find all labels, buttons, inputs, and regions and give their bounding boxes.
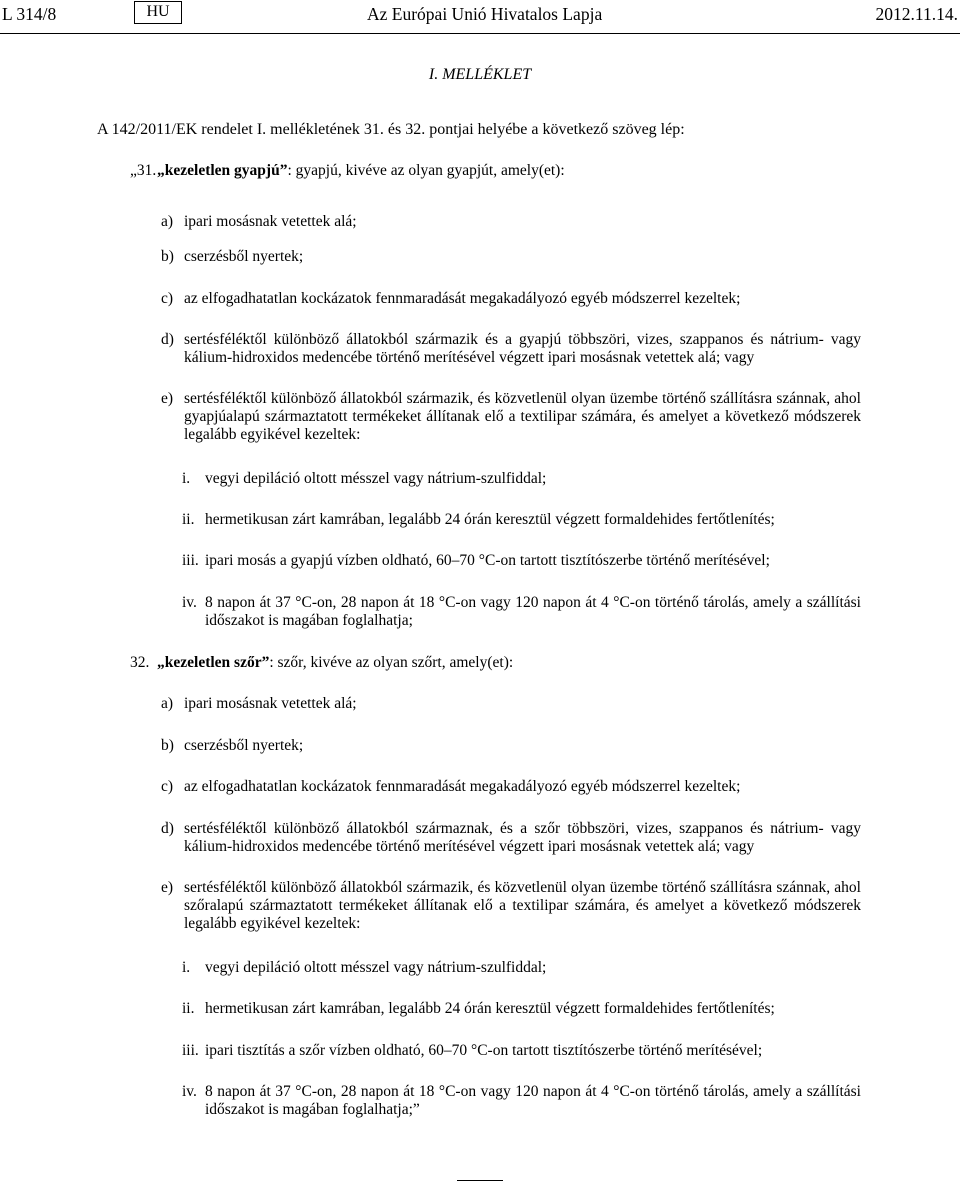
method-label: i.: [182, 959, 191, 976]
item-label: a): [161, 213, 174, 230]
list-item: [161, 737, 861, 755]
item-text: sertésféléktől különböző állatokból származik, és közvetlenül olyan üzembe történő szállításra szánnak, ahol gyapjúalapú származtatott termékeket állítanak elő a textilipar számára, és amelyet a következő módszerek legalább egyikével kezeltek:: [184, 390, 861, 443]
annex-title: I. MELLÉKLET: [428, 66, 532, 83]
list-item: [161, 778, 861, 796]
method-text: 8 napon át 37 °C-on, 28 napon át 18 °C-on vagy 120 napon át 4 °C-on történő tárolás, amely a szállítási időszakot is magában foglalhatja;”: [205, 1083, 861, 1118]
list-item: [161, 290, 861, 308]
item-label: b): [161, 248, 174, 265]
journal-title: Az Európai Unió Hivatalos Lapja: [367, 4, 603, 24]
definition-body: : szőr, kivéve az olyan szőrt, amely(et):: [269, 654, 514, 671]
method-item: [182, 594, 861, 630]
item-label: c): [161, 778, 174, 795]
method-item: [182, 959, 861, 977]
method-text: ipari mosás a gyapjú vízben oldható, 60–70 °C-on tartott tisztítószerbe történő merítésével;: [205, 552, 770, 569]
list-item: [161, 879, 861, 933]
publication-date: 2012.11.14.: [875, 4, 958, 24]
item-text: ipari mosásnak vetettek alá;: [184, 695, 357, 712]
language-badge: HU: [134, 1, 182, 24]
method-label: iv.: [182, 594, 197, 611]
list-item: [161, 331, 861, 367]
definition-number: 32.: [130, 654, 150, 671]
item-text: sertésféléktől különböző állatokból származik és a gyapjú többszöri, vizes, szappanos és nátrium- vagy kálium-hidroxidos medencébe történő merítésével végzett ipari mosásnak vetettek alá; vagy: [184, 331, 861, 366]
list-item: [161, 248, 861, 266]
item-label: d): [161, 331, 174, 348]
definition-body: : gyapjú, kivéve az olyan gyapjút, amely(et):: [287, 162, 565, 179]
defined-term: „kezeletlen szőr”: [157, 654, 270, 671]
item-label: e): [161, 390, 174, 407]
method-label: iii.: [182, 552, 199, 569]
method-text: 8 napon át 37 °C-on, 28 napon át 18 °C-on vagy 120 napon át 4 °C-on történő tárolás, amely a szállítási időszakot is magában foglalhatja;: [205, 594, 861, 629]
list-item: [161, 820, 861, 856]
defined-term: „kezeletlen gyapjú”: [157, 162, 288, 179]
footer-divider: [457, 1180, 503, 1181]
method-item: [182, 470, 861, 488]
method-item: [182, 552, 861, 570]
item-text: sertésféléktől különböző állatokból származik, és közvetlenül olyan üzembe történő szállításra szánnak, ahol szőralapú származtatott termékeket állítanak elő a textilipar számára, és amelyet a következő módszerek legalább egyikével kezeltek:: [184, 879, 861, 932]
method-label: i.: [182, 470, 191, 487]
definition-text: [157, 162, 565, 180]
method-text: vegyi depiláció oltott mésszel vagy nátrium-szulfiddal;: [205, 959, 547, 976]
item-text: az elfogadhatatlan kockázatok fennmaradását megakadályozó egyéb módszerrel kezeltek;: [184, 778, 741, 795]
method-text: hermetikusan zárt kamrában, legalább 24 órán keresztül végzett formaldehides fertőtlenítés;: [205, 1000, 775, 1017]
method-text: ipari tisztítás a szőr vízben oldható, 60–70 °C-on tartott tisztítószerbe történő merítésével;: [205, 1042, 763, 1059]
method-item: [182, 511, 861, 529]
header-divider: [0, 33, 960, 34]
item-label: c): [161, 290, 174, 307]
item-label: e): [161, 879, 174, 896]
method-label: iv.: [182, 1083, 197, 1100]
list-item: [161, 390, 861, 444]
definition-text: [157, 654, 513, 672]
item-label: a): [161, 695, 174, 712]
list-item: [161, 213, 861, 231]
method-label: ii.: [182, 1000, 195, 1017]
item-text: cserzésből nyertek;: [184, 737, 304, 754]
item-text: cserzésből nyertek;: [184, 248, 304, 265]
definition-number: „31.: [130, 162, 157, 179]
method-item: [182, 1083, 861, 1119]
method-item: [182, 1042, 861, 1060]
item-label: b): [161, 737, 174, 754]
page-reference: L 314/8: [2, 4, 57, 24]
page-header: [0, 0, 960, 34]
item-label: d): [161, 820, 174, 837]
method-text: hermetikusan zárt kamrában, legalább 24 órán keresztül végzett formaldehides fertőtlenítés;: [205, 511, 775, 528]
method-label: ii.: [182, 511, 195, 528]
list-item: [161, 695, 861, 713]
item-text: az elfogadhatatlan kockázatok fennmaradását megakadályozó egyéb módszerrel kezeltek;: [184, 290, 741, 307]
intro-text: A 142/2011/EK rendelet I. mellékletének 31. és 32. pontjai helyébe a következő szöveg lép:: [97, 121, 685, 138]
item-text: sertésféléktől különböző állatokból származnak, és a szőr többszöri, vizes, szappanos és nátrium- vagy kálium-hidroxidos medencébe történő merítésével végzett ipari mosásnak vetettek alá; vagy: [184, 820, 861, 855]
method-label: iii.: [182, 1042, 199, 1059]
method-text: vegyi depiláció oltott mésszel vagy nátrium-szulfiddal;: [205, 470, 547, 487]
item-text: ipari mosásnak vetettek alá;: [184, 213, 357, 230]
method-item: [182, 1000, 861, 1018]
